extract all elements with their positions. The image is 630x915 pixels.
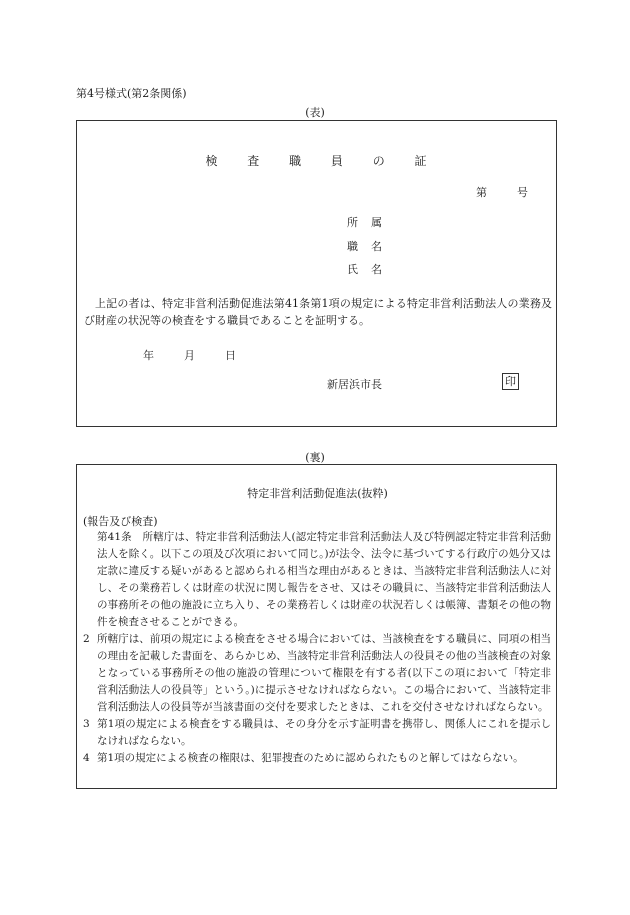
law-excerpt-title: 特定非営利活動促進法(抜粋) — [247, 487, 388, 500]
form-number: 第4号様式(第2条関係) — [76, 87, 187, 100]
back-law-panel — [76, 464, 557, 789]
position-label: 職 名 — [347, 240, 382, 253]
certificate-number — [476, 184, 528, 200]
article-41 — [83, 529, 551, 767]
article-paragraph-1: 第41条 所轄庁は、特定非営利活動法人(認定特定非営利活動法人及び特例認定特定非営利活動法人を除く。以下この項及び次項において同じ。)が法令、法令に基づいてする行政庁の処分又は定款に違反する疑いがあると認められる相当な理由があるときは、当該特定非営利活動法人に対し、その業務若しくは財産の状況に関し報告をさせ、又はその職員に、当該特定非営利活動法人の事務所その他の施設に立ち入り、その業務若しくは財産の状況若しくは帳簿、書類その他の物件を検査させることができる。 — [97, 531, 551, 628]
date-day: 日 — [225, 349, 236, 362]
article-label: 第41条 — [97, 531, 132, 543]
issue-date — [143, 347, 236, 363]
date-year: 年 — [143, 349, 154, 362]
seal-stamp: 印 — [502, 373, 519, 390]
section-heading: (報告及び検査) — [83, 515, 158, 528]
name-label: 氏 名 — [347, 263, 382, 276]
article-paragraph-3: 3 第1項の規定による検査をする職員は、その身分を示す証明書を携帯し、関係人にこれを提示しなければならない。 — [83, 718, 551, 747]
article-paragraph-4: 4 第1項の規定による検査の権限は、犯罪捜査のために認められたものと解してはならない。 — [83, 752, 524, 764]
issuer-name: 新居浜市長 — [327, 378, 382, 391]
certificate-title: 検 査 職 員 の 証 — [205, 154, 440, 168]
number-suffix: 号 — [517, 186, 528, 199]
number-prefix: 第 — [476, 186, 487, 199]
front-certificate-panel — [76, 120, 557, 427]
front-side-label: (表) — [305, 106, 325, 119]
date-month: 月 — [184, 349, 195, 362]
certificate-body: 上記の者は、特定非営利活動促進法第41条第1項の規定による特定非営利活動法人の業務及び財産の状況等の検査をする職員であることを証明する。 — [84, 297, 552, 327]
back-side-label: (裏) — [305, 451, 325, 464]
affiliation-label: 所 属 — [347, 216, 382, 229]
article-paragraph-2: 2 所轄庁は、前項の規定による検査をさせる場合においては、当該検査をする職員に、同項の相当の理由を記載した書面を、あらかじめ、当該特定非営利活動法人の役員その他の当該検査の対象となっている事務所その他の施設の管理について権限を有する者(以下この項において「特定非営利活動法人の役員等」という。)に提示させなければならない。この場合において、当該特定非営利活動法人の役員等が当該書面の交付を要求したときは、これを交付させなければならない。 — [83, 633, 551, 713]
